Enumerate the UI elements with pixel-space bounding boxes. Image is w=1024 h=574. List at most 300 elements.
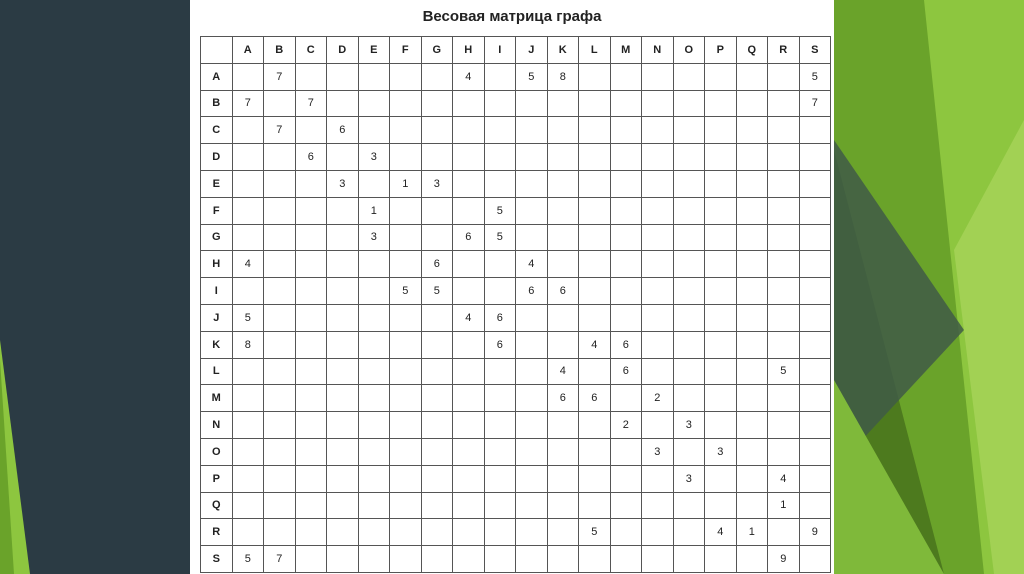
matrix-cell <box>579 90 611 117</box>
table-row <box>201 90 831 117</box>
matrix-cell <box>358 63 390 90</box>
matrix-cell <box>768 63 800 90</box>
matrix-cell <box>547 197 579 224</box>
matrix-cell <box>516 197 548 224</box>
matrix-cell <box>421 144 453 171</box>
matrix-cell <box>610 224 642 251</box>
matrix-cell <box>232 144 264 171</box>
row-header: A <box>201 63 233 90</box>
matrix-cell <box>516 90 548 117</box>
matrix-cell <box>547 251 579 278</box>
matrix-cell <box>516 546 548 573</box>
matrix-cell <box>579 224 611 251</box>
matrix-cell <box>642 90 674 117</box>
column-header: F <box>390 37 422 64</box>
table-row <box>201 278 831 305</box>
matrix-cell <box>327 90 359 117</box>
matrix-cell <box>547 170 579 197</box>
matrix-cell: 7 <box>799 90 831 117</box>
matrix-cell <box>358 331 390 358</box>
matrix-cell <box>736 492 768 519</box>
matrix-cell <box>799 331 831 358</box>
matrix-cell <box>358 278 390 305</box>
matrix-cell <box>610 438 642 465</box>
table-row <box>201 546 831 573</box>
matrix-cell: 6 <box>327 117 359 144</box>
matrix-cell <box>547 519 579 546</box>
matrix-cell <box>421 331 453 358</box>
matrix-cell <box>705 465 737 492</box>
matrix-cell <box>484 117 516 144</box>
matrix-cell: 4 <box>453 304 485 331</box>
matrix-cell: 8 <box>547 63 579 90</box>
matrix-cell <box>516 144 548 171</box>
matrix-cell <box>295 412 327 439</box>
matrix-cell <box>705 385 737 412</box>
matrix-cell <box>642 331 674 358</box>
column-header: G <box>421 37 453 64</box>
matrix-cell <box>484 90 516 117</box>
matrix-cell <box>610 546 642 573</box>
matrix-cell: 4 <box>579 331 611 358</box>
row-header: M <box>201 385 233 412</box>
matrix-cell <box>579 278 611 305</box>
matrix-cell <box>295 170 327 197</box>
matrix-cell <box>327 438 359 465</box>
matrix-cell <box>295 465 327 492</box>
matrix-cell <box>421 385 453 412</box>
matrix-cell <box>736 385 768 412</box>
matrix-cell <box>705 170 737 197</box>
matrix-cell <box>736 63 768 90</box>
matrix-cell <box>358 251 390 278</box>
matrix-cell <box>768 438 800 465</box>
matrix-cell <box>705 412 737 439</box>
matrix-cell <box>736 546 768 573</box>
matrix-cell <box>327 385 359 412</box>
matrix-cell <box>768 278 800 305</box>
matrix-cell: 4 <box>768 465 800 492</box>
row-header: O <box>201 438 233 465</box>
matrix-cell <box>390 197 422 224</box>
matrix-cell <box>642 144 674 171</box>
matrix-cell <box>673 144 705 171</box>
matrix-cell: 5 <box>484 224 516 251</box>
matrix-cell <box>232 519 264 546</box>
matrix-cell: 2 <box>642 385 674 412</box>
matrix-cell <box>453 412 485 439</box>
matrix-cell <box>390 492 422 519</box>
matrix-cell: 6 <box>610 358 642 385</box>
table-row <box>201 492 831 519</box>
matrix-cell <box>232 197 264 224</box>
matrix-cell <box>642 465 674 492</box>
matrix-cell <box>768 519 800 546</box>
matrix-cell <box>421 438 453 465</box>
matrix-cell <box>390 519 422 546</box>
matrix-cell <box>453 331 485 358</box>
matrix-cell <box>264 465 296 492</box>
matrix-cell <box>516 304 548 331</box>
matrix-cell <box>768 385 800 412</box>
matrix-cell <box>736 144 768 171</box>
column-header: D <box>327 37 359 64</box>
column-header: H <box>453 37 485 64</box>
matrix-document <box>190 0 834 574</box>
slide-left-background <box>0 0 190 574</box>
column-header: C <box>295 37 327 64</box>
matrix-cell <box>642 304 674 331</box>
matrix-cell <box>232 358 264 385</box>
matrix-cell: 6 <box>295 144 327 171</box>
matrix-cell: 5 <box>516 63 548 90</box>
matrix-cell <box>642 278 674 305</box>
matrix-cell <box>705 63 737 90</box>
matrix-cell: 5 <box>232 304 264 331</box>
table-row <box>201 358 831 385</box>
matrix-cell <box>799 170 831 197</box>
matrix-cell <box>799 278 831 305</box>
matrix-cell <box>799 438 831 465</box>
matrix-cell <box>295 224 327 251</box>
right-green-accent <box>834 0 1024 574</box>
matrix-cell: 1 <box>358 197 390 224</box>
matrix-cell <box>579 438 611 465</box>
matrix-cell <box>264 90 296 117</box>
matrix-cell <box>453 117 485 144</box>
matrix-cell <box>768 412 800 439</box>
matrix-cell <box>390 144 422 171</box>
matrix-cell <box>736 438 768 465</box>
matrix-cell <box>705 492 737 519</box>
matrix-cell: 4 <box>453 63 485 90</box>
matrix-cell <box>295 492 327 519</box>
matrix-cell: 5 <box>232 546 264 573</box>
matrix-cell <box>358 465 390 492</box>
matrix-cell <box>327 519 359 546</box>
table-row <box>201 385 831 412</box>
matrix-cell: 6 <box>516 278 548 305</box>
matrix-cell <box>358 170 390 197</box>
matrix-cell <box>736 251 768 278</box>
row-header: G <box>201 224 233 251</box>
matrix-cell <box>610 90 642 117</box>
matrix-cell <box>327 492 359 519</box>
matrix-cell <box>610 197 642 224</box>
matrix-cell <box>264 278 296 305</box>
matrix-cell <box>705 197 737 224</box>
matrix-cell: 6 <box>610 331 642 358</box>
matrix-cell <box>327 465 359 492</box>
matrix-cell: 3 <box>358 144 390 171</box>
matrix-cell <box>421 224 453 251</box>
matrix-cell <box>768 90 800 117</box>
matrix-cell <box>705 251 737 278</box>
row-header: C <box>201 117 233 144</box>
matrix-cell <box>547 90 579 117</box>
matrix-cell <box>264 412 296 439</box>
weight-matrix-table <box>200 36 831 573</box>
row-header: L <box>201 358 233 385</box>
matrix-cell <box>390 117 422 144</box>
matrix-cell <box>264 170 296 197</box>
matrix-cell <box>421 197 453 224</box>
matrix-cell: 7 <box>264 63 296 90</box>
matrix-cell <box>327 304 359 331</box>
matrix-cell <box>421 492 453 519</box>
matrix-cell <box>390 358 422 385</box>
matrix-cell <box>610 63 642 90</box>
matrix-cell <box>579 144 611 171</box>
matrix-cell <box>516 438 548 465</box>
matrix-cell <box>390 224 422 251</box>
matrix-cell: 4 <box>547 358 579 385</box>
matrix-cell <box>453 197 485 224</box>
matrix-cell <box>484 492 516 519</box>
table-row <box>201 170 831 197</box>
matrix-cell: 7 <box>295 90 327 117</box>
matrix-cell: 5 <box>799 63 831 90</box>
matrix-cell <box>705 546 737 573</box>
matrix-cell <box>579 251 611 278</box>
matrix-cell <box>610 251 642 278</box>
row-header: S <box>201 546 233 573</box>
matrix-cell: 7 <box>264 546 296 573</box>
matrix-cell <box>547 465 579 492</box>
row-header: P <box>201 465 233 492</box>
matrix-cell <box>642 492 674 519</box>
matrix-cell <box>547 438 579 465</box>
column-header: B <box>264 37 296 64</box>
matrix-cell <box>264 385 296 412</box>
matrix-cell <box>673 331 705 358</box>
matrix-cell <box>736 412 768 439</box>
matrix-cell <box>705 278 737 305</box>
matrix-cell <box>547 224 579 251</box>
matrix-cell <box>579 546 611 573</box>
matrix-cell: 6 <box>421 251 453 278</box>
matrix-cell: 6 <box>547 278 579 305</box>
matrix-cell <box>358 385 390 412</box>
matrix-cell: 9 <box>768 546 800 573</box>
matrix-cell <box>516 358 548 385</box>
table-row <box>201 438 831 465</box>
matrix-cell: 3 <box>358 224 390 251</box>
matrix-cell <box>453 170 485 197</box>
matrix-cell <box>327 331 359 358</box>
matrix-cell <box>547 492 579 519</box>
matrix-cell <box>673 251 705 278</box>
matrix-cell <box>484 170 516 197</box>
matrix-cell: 1 <box>390 170 422 197</box>
matrix-cell <box>799 492 831 519</box>
matrix-cell <box>232 170 264 197</box>
matrix-cell <box>390 304 422 331</box>
matrix-cell <box>232 224 264 251</box>
matrix-cell <box>358 412 390 439</box>
matrix-cell <box>547 546 579 573</box>
row-header: N <box>201 412 233 439</box>
matrix-cell <box>705 117 737 144</box>
matrix-cell <box>642 412 674 439</box>
matrix-cell <box>327 144 359 171</box>
table-row <box>201 224 831 251</box>
matrix-cell <box>358 519 390 546</box>
matrix-cell <box>264 519 296 546</box>
matrix-cell: 5 <box>484 197 516 224</box>
row-header: R <box>201 519 233 546</box>
matrix-cell <box>453 492 485 519</box>
column-header: R <box>768 37 800 64</box>
matrix-cell <box>610 465 642 492</box>
row-header: K <box>201 331 233 358</box>
matrix-cell <box>673 63 705 90</box>
matrix-cell <box>484 465 516 492</box>
row-header: Q <box>201 492 233 519</box>
matrix-cell <box>736 331 768 358</box>
matrix-cell <box>673 90 705 117</box>
matrix-cell: 3 <box>642 438 674 465</box>
matrix-cell <box>264 251 296 278</box>
matrix-cell <box>358 90 390 117</box>
matrix-cell: 6 <box>453 224 485 251</box>
matrix-cell <box>264 331 296 358</box>
matrix-cell: 6 <box>579 385 611 412</box>
matrix-cell <box>232 63 264 90</box>
matrix-cell <box>579 358 611 385</box>
matrix-cell <box>579 465 611 492</box>
matrix-cell <box>673 117 705 144</box>
matrix-cell <box>327 278 359 305</box>
column-header: N <box>642 37 674 64</box>
table-row <box>201 412 831 439</box>
matrix-cell <box>673 385 705 412</box>
matrix-cell <box>264 197 296 224</box>
row-header: D <box>201 144 233 171</box>
matrix-cell <box>453 465 485 492</box>
matrix-cell <box>799 385 831 412</box>
matrix-cell <box>453 546 485 573</box>
matrix-cell <box>421 117 453 144</box>
matrix-cell <box>264 492 296 519</box>
matrix-cell <box>673 170 705 197</box>
matrix-cell <box>799 224 831 251</box>
matrix-cell <box>768 331 800 358</box>
matrix-cell: 4 <box>516 251 548 278</box>
table-row <box>201 331 831 358</box>
matrix-cell <box>484 358 516 385</box>
matrix-cell <box>673 197 705 224</box>
matrix-cell <box>705 304 737 331</box>
column-header: J <box>516 37 548 64</box>
matrix-cell <box>547 331 579 358</box>
matrix-cell <box>516 385 548 412</box>
matrix-cell <box>484 519 516 546</box>
matrix-cell <box>705 331 737 358</box>
matrix-cell: 3 <box>327 170 359 197</box>
table-row <box>201 251 831 278</box>
table-row <box>201 304 831 331</box>
header-row <box>201 37 831 64</box>
matrix-cell: 5 <box>768 358 800 385</box>
column-header: M <box>610 37 642 64</box>
matrix-cell <box>295 358 327 385</box>
matrix-cell <box>295 385 327 412</box>
row-header: J <box>201 304 233 331</box>
matrix-cell <box>295 304 327 331</box>
table-row <box>201 63 831 90</box>
matrix-cell <box>390 465 422 492</box>
matrix-cell: 7 <box>264 117 296 144</box>
matrix-cell <box>642 170 674 197</box>
matrix-cell <box>610 519 642 546</box>
page-title: Весовая матрица графа <box>422 8 602 25</box>
matrix-cell <box>327 358 359 385</box>
matrix-cell <box>295 117 327 144</box>
matrix-cell <box>453 438 485 465</box>
matrix-cell <box>232 438 264 465</box>
table-row <box>201 144 831 171</box>
matrix-cell <box>736 197 768 224</box>
matrix-cell <box>327 197 359 224</box>
matrix-cell <box>421 519 453 546</box>
matrix-cell <box>610 170 642 197</box>
matrix-cell <box>295 331 327 358</box>
matrix-cell <box>358 438 390 465</box>
matrix-cell <box>390 63 422 90</box>
matrix-cell <box>516 170 548 197</box>
matrix-cell <box>799 117 831 144</box>
matrix-cell <box>768 304 800 331</box>
matrix-cell <box>232 278 264 305</box>
matrix-cell <box>673 304 705 331</box>
matrix-cell <box>390 438 422 465</box>
matrix-cell <box>799 546 831 573</box>
matrix-cell <box>421 90 453 117</box>
matrix-cell <box>453 90 485 117</box>
matrix-cell <box>358 358 390 385</box>
matrix-cell <box>705 358 737 385</box>
matrix-cell <box>736 278 768 305</box>
matrix-cell <box>453 385 485 412</box>
matrix-cell <box>579 412 611 439</box>
matrix-cell <box>610 492 642 519</box>
matrix-cell <box>673 519 705 546</box>
matrix-cell <box>610 385 642 412</box>
matrix-cell <box>642 117 674 144</box>
matrix-cell <box>736 170 768 197</box>
matrix-cell <box>516 331 548 358</box>
matrix-cell <box>736 224 768 251</box>
matrix-cell <box>736 358 768 385</box>
matrix-cell <box>232 385 264 412</box>
matrix-cell <box>232 117 264 144</box>
matrix-cell <box>358 304 390 331</box>
matrix-cell <box>264 224 296 251</box>
matrix-cell <box>421 304 453 331</box>
slide-right-background <box>834 0 1024 574</box>
matrix-cell <box>421 412 453 439</box>
matrix-cell: 2 <box>610 412 642 439</box>
matrix-cell <box>264 304 296 331</box>
matrix-cell <box>673 438 705 465</box>
column-header: K <box>547 37 579 64</box>
matrix-cell <box>799 251 831 278</box>
matrix-cell: 1 <box>736 519 768 546</box>
matrix-cell <box>547 117 579 144</box>
matrix-cell <box>705 144 737 171</box>
matrix-cell <box>453 358 485 385</box>
